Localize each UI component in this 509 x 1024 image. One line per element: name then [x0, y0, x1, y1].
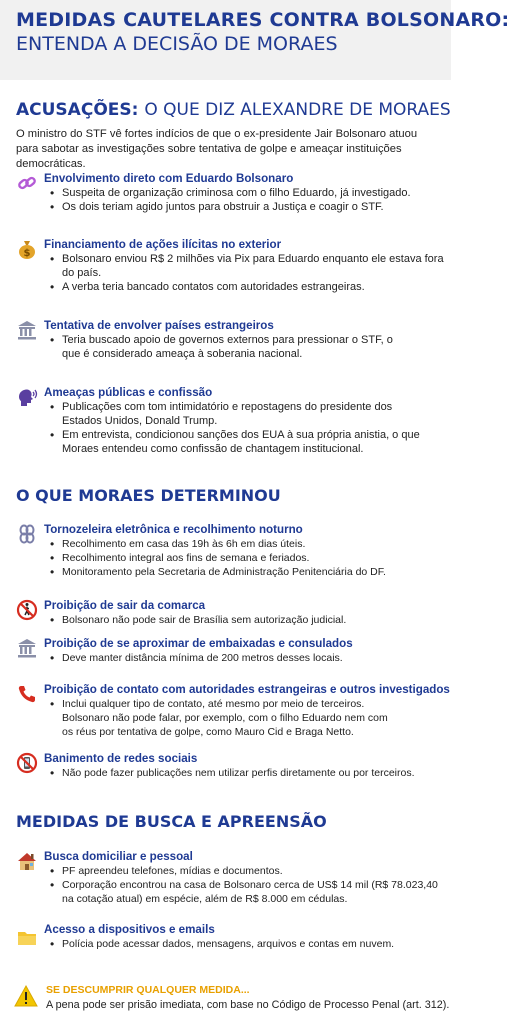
item-title: Proibição de sair da comarca [44, 599, 206, 612]
bullet-text: • Recolhimento integral aos fins de semana e feriados. [62, 551, 444, 565]
accusation-item [12, 386, 444, 456]
search-item [12, 850, 444, 906]
money-bag-icon [16, 238, 38, 260]
item-title: Ameaças públicas e confissão [44, 386, 213, 399]
bullet-text: • Bolsonaro enviou R$ 2 milhões via Pix para Eduardo enquanto ele estava fora do país. [62, 252, 444, 280]
item-title: Proibição de contato com autoridades estrangeiras e outros investigados [44, 683, 450, 696]
warning-title: SE DESCUMPRIR QUALQUER MEDIDA... [46, 984, 250, 996]
section-title-acusacoes [16, 100, 451, 120]
measure-item [12, 752, 444, 780]
section-title-busca: MEDIDAS DE BUSCA E APREENSÃO [16, 812, 327, 831]
classical-building-icon [16, 637, 38, 659]
svg-text:$: $ [23, 248, 31, 259]
item-title: Envolvimento direto com Eduardo Bolsonaro [44, 172, 294, 185]
section-title-bold: ACUSAÇÕES: [16, 100, 139, 120]
bullet-text: • PF apreendeu telefones, mídias e documentos. [62, 864, 442, 878]
folder-icon [16, 927, 38, 949]
bullet-text: • Inclui qualquer tipo de contato, até mesmo por meio de terceiros. Bolsonaro não pode falar, por exemplo, com o filho Eduardo nem com os réus por tentativa de golpe, como Mauro Cid e Braga Netto. [62, 697, 400, 739]
bullet-text: • Em entrevista, condicionou sanções dos EUA à sua própria anistia, o que Moraes entendeu como confissão de chantagem institucional. [62, 428, 434, 456]
warning-text: A pena pode ser prisão imediata, com base no Código de Processo Penal (art. 312). [46, 999, 450, 1011]
bullet-text: • Recolhimento em casa das 19h às 6h em dias úteis. [62, 537, 444, 551]
accusation-item [12, 319, 444, 361]
bullet-text: • Polícia pode acessar dados, mensagens, arquivos e contas em nuvem. [62, 937, 444, 951]
intro-text: O ministro do STF vê fortes indícios de que o ex-presidente Jair Bolsonaro atuou para sabotar as investigações sobre tentativa de golpe e ameaçar instituições democráticas. [16, 128, 418, 170]
item-title: Banimento de redes sociais [44, 752, 198, 765]
header-banner [0, 0, 509, 80]
chains-icon [16, 523, 38, 545]
bullet-text: • Não pode fazer publicações nem utilizar perfis diretamente ou por terceiros. [62, 766, 444, 780]
section-title-light: O QUE DIZ ALEXANDRE DE MORAES [144, 100, 451, 120]
bullet-text: • Teria buscado apoio de governos externos para pressionar o STF, o que é considerado ameaça à soberania nacional. [62, 333, 402, 361]
telephone-receiver-icon [16, 683, 38, 705]
bullet-text: • Deve manter distância mínima de 200 metros desses locais. [62, 651, 444, 665]
classical-building-icon [16, 319, 38, 341]
item-title: Proibição de se aproximar de embaixadas e consulados [44, 637, 353, 650]
bullet-text: • Monitoramento pela Secretaria de Administração Penitenciária do DF. [62, 565, 444, 579]
accusation-item [12, 238, 444, 294]
bullet-text: • Corporação encontrou na casa de Bolsonaro cerca de US$ 14 mil (R$ 78.023,40 na cotação atual) em espécie, além de R$ 8.000 em cédulas. [62, 878, 442, 906]
page-title: MEDIDAS CAUTELARES CONTRA BOLSONARO: [16, 9, 509, 31]
link-icon [16, 172, 38, 194]
no-pedestrians-icon [16, 599, 38, 621]
item-title: Tentativa de envolver países estrangeiros [44, 319, 274, 332]
measure-item [12, 637, 444, 665]
no-mobile-phones-icon [16, 752, 38, 774]
measure-item [12, 599, 444, 627]
bullet-text: • Bolsonaro não pode sair de Brasília sem autorização judicial. [62, 613, 444, 627]
measure-item [12, 523, 444, 579]
bullet-text: • Publicações com tom intimidatório e repostagens do presidente dos Estados Unidos, Donald Trump. [62, 400, 434, 428]
warning-icon [14, 985, 38, 1007]
section-title-determinou: O QUE MORAES DETERMINOU [16, 486, 281, 505]
bullet-text: • Os dois teriam agido juntos para obstruir a Justiça e coagir o STF. [62, 200, 444, 214]
item-title: Busca domiciliar e pessoal [44, 850, 193, 863]
accusation-item [12, 172, 444, 214]
search-item [12, 923, 444, 951]
bullet-text: • Suspeita de organização criminosa com o filho Eduardo, já investigado. [62, 186, 444, 200]
speaking-head-icon [16, 386, 38, 408]
item-title: Acesso a dispositivos e emails [44, 923, 215, 936]
item-title: Tornozeleira eletrônica e recolhimento noturno [44, 523, 303, 536]
item-title: Financiamento de ações ilícitas no exterior [44, 238, 282, 251]
bullet-text: • A verba teria bancado contatos com autoridades estrangeiras. [62, 280, 444, 294]
house-icon [16, 850, 38, 872]
measure-item [12, 683, 450, 739]
page-subtitle: ENTENDA A DECISÃO DE MORAES [16, 33, 338, 55]
